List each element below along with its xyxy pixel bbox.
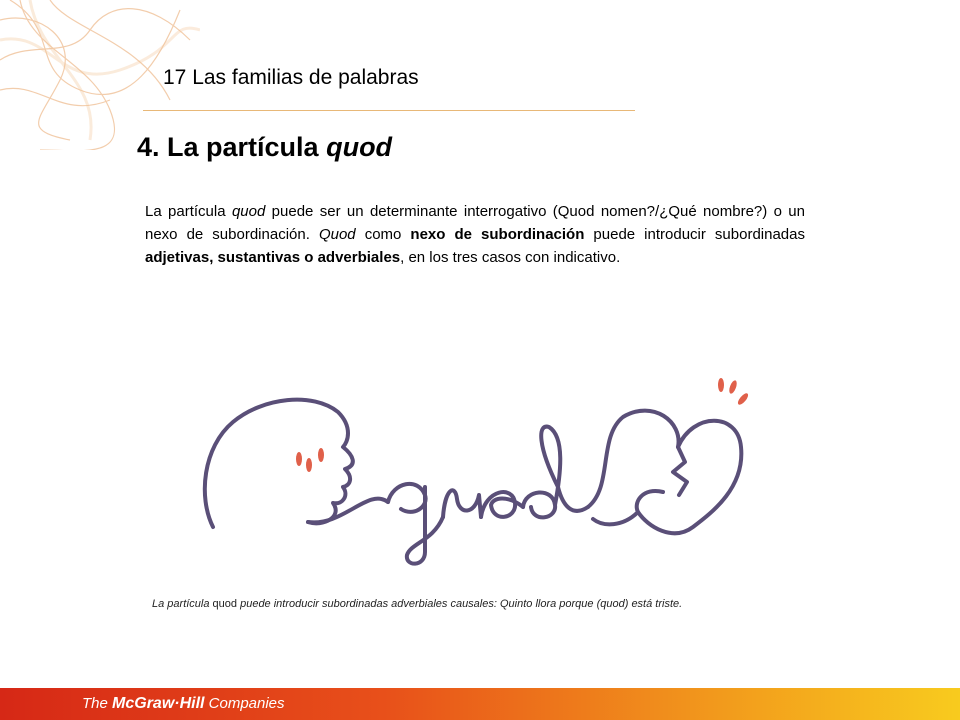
body-quod-italic-2: Quod xyxy=(318,226,356,243)
logo-brand: McGraw·Hill xyxy=(112,695,205,712)
body-text-4: puede introducir subordinadas xyxy=(584,226,805,243)
body-quod-italic: quod xyxy=(231,203,266,220)
mcgraw-hill-logo xyxy=(82,695,285,713)
body-text-5: , en los tres casos con indicativo. xyxy=(400,249,621,266)
quod-illustration xyxy=(193,377,753,577)
footer-bar xyxy=(0,688,960,720)
body-text-2: puede ser un determinante interrogativo (Quod nomen?/¿Qué nombre?) o un nexo de subordinación. xyxy=(145,203,805,243)
section-title xyxy=(137,132,392,163)
header-divider xyxy=(143,110,635,111)
logo-the: The xyxy=(82,695,113,712)
body-paragraph xyxy=(145,200,805,269)
body-bold-nexo: nexo de subordinación xyxy=(410,226,585,243)
chapter-title: 17 Las familias de palabras xyxy=(163,66,419,89)
body-text-3: como xyxy=(355,226,411,243)
section-title-prefix: 4. La partícula xyxy=(137,132,327,162)
caption-quod: quod xyxy=(212,598,238,610)
illustration-caption xyxy=(152,598,812,610)
section-title-italic: quod xyxy=(326,132,393,162)
body-text-1: La partícula xyxy=(145,203,232,220)
logo-companies: Companies xyxy=(204,695,285,712)
caption-text-2: puede introducir subordinadas adverbiales causales: Quinto llora porque (quod) está triste. xyxy=(237,598,683,610)
caption-text-1: La partícula xyxy=(152,598,213,610)
body-bold-types: adjetivas, sustantivas o adverbiales xyxy=(145,249,401,266)
